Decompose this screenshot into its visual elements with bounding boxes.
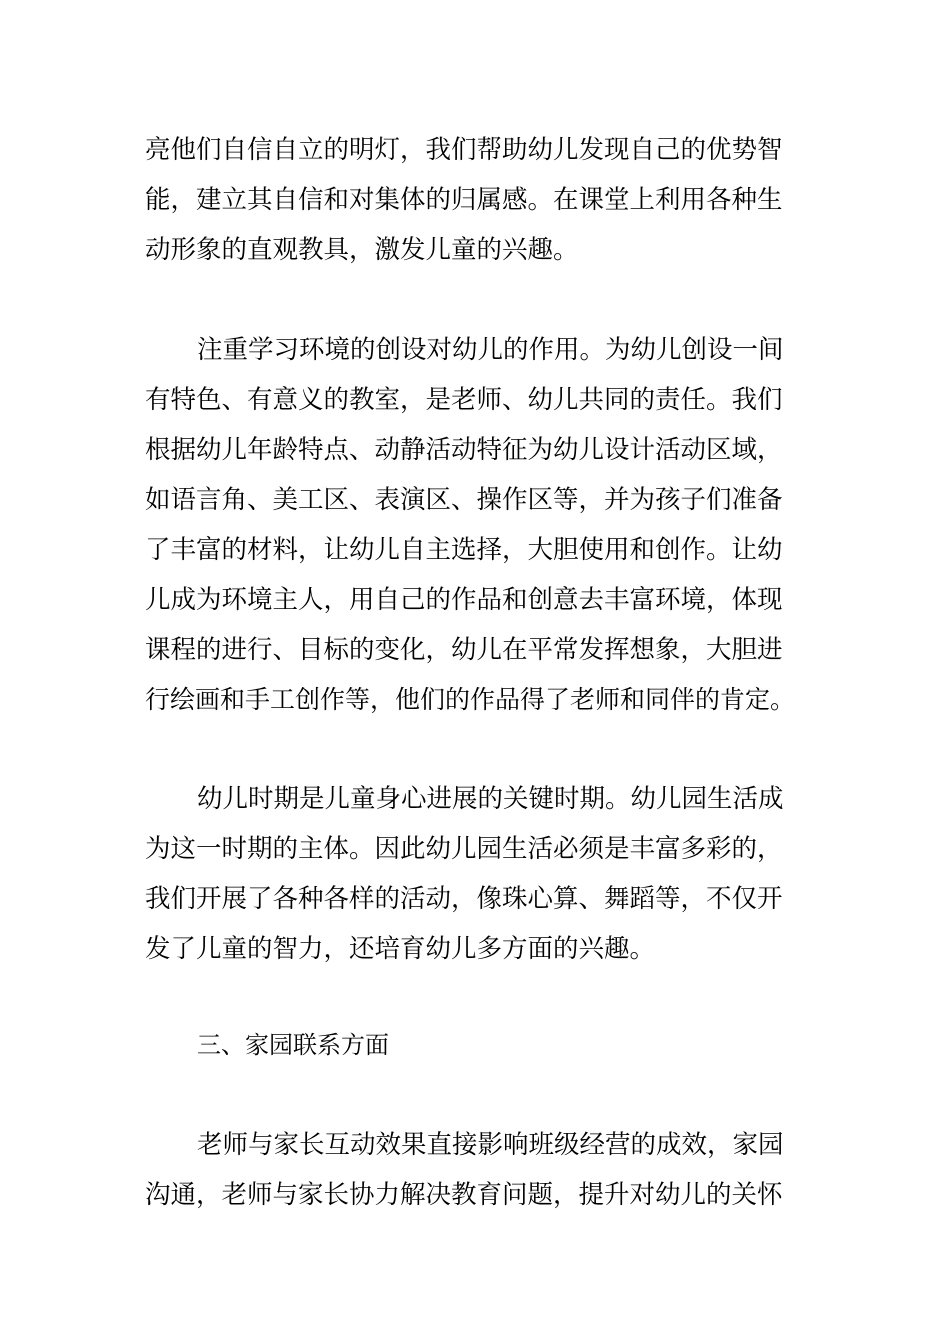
paragraph-3-line-1: 幼儿时期是儿童身心进展的关键时期。幼儿园生活成 (197, 784, 784, 814)
paragraph-3-line-3: 我们开展了各种各样的活动，像珠心算、舞蹈等，不仅开 (145, 884, 783, 914)
section-heading: 三、家园联系方面 (197, 1031, 389, 1059)
paragraph-3-line-2: 为这一时期的主体。因此幼儿园生活必须是丰富多彩的， (145, 834, 783, 864)
paragraph-5-line-1: 老师与家长互动效果直接影响班级经营的成效，家园 (197, 1130, 784, 1160)
paragraph-2-line-4: 如语言角、美工区、表演区、操作区等，并为孩子们准备 (145, 485, 783, 515)
paragraph-1-line-3: 动形象的直观教具，激发儿童的兴趣。 (145, 235, 579, 265)
paragraph-1-line-1: 亮他们自信自立的明灯，我们帮助幼儿发现自己的优势智 (145, 135, 783, 165)
paragraph-5-line-2: 沟通，老师与家长协力解决教育问题，提升对幼儿的关怀 (145, 1180, 783, 1210)
paragraph-3-line-4: 发了儿童的智力，还培育幼儿多方面的兴趣。 (145, 934, 656, 964)
paragraph-2-line-3: 根据幼儿年龄特点、动静活动特征为幼儿设计活动区域， (145, 435, 783, 465)
paragraph-2-line-6: 儿成为环境主人，用自己的作品和创意去丰富环境，体现 (145, 585, 783, 615)
paragraph-2-line-1: 注重学习环境的创设对幼儿的作用。为幼儿创设一间 (197, 335, 784, 365)
paragraph-2-line-2: 有特色、有意义的教室，是老师、幼儿共同的责任。我们 (145, 385, 783, 415)
paragraph-2-line-7: 课程的进行、目标的变化，幼儿在平常发挥想象，大胆进 (145, 635, 783, 665)
paragraph-1-line-2: 能，建立其自信和对集体的归属感。在课堂上利用各种生 (145, 185, 783, 215)
paragraph-2-line-5: 了丰富的材料，让幼儿自主选择，大胆使用和创作。让幼 (145, 535, 783, 565)
paragraph-2-line-8: 行绘画和手工创作等，他们的作品得了老师和同伴的肯定。 (145, 685, 796, 714)
